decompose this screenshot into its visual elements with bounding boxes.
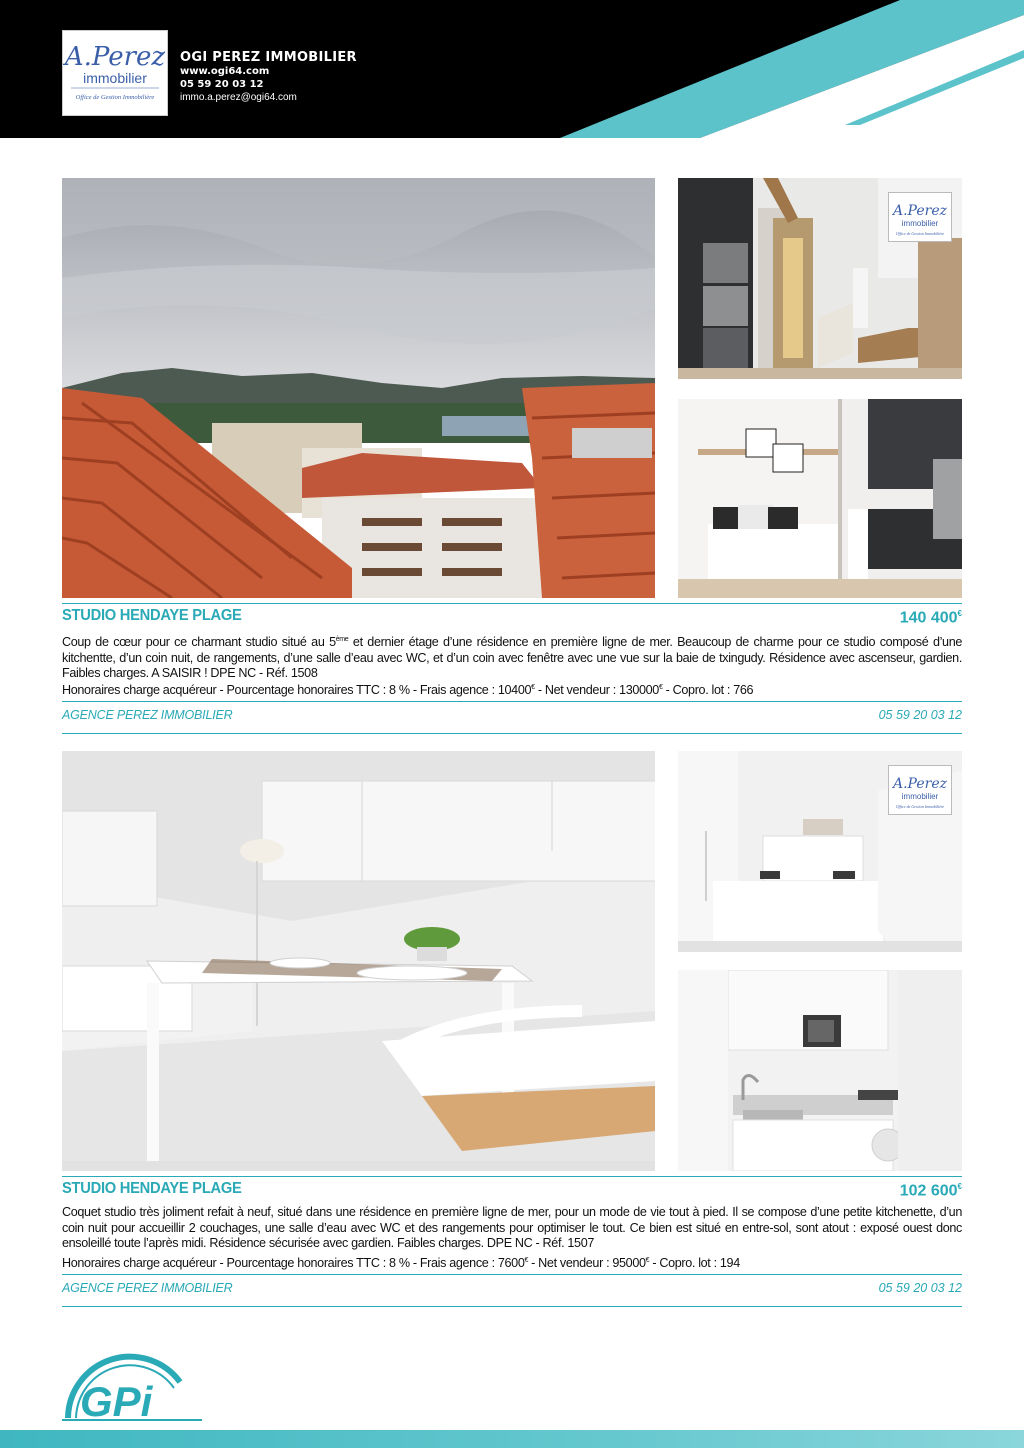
listing-2-top-rule [62, 1176, 962, 1177]
listing-1-phone[interactable]: 05 59 20 03 12 [878, 708, 962, 722]
listing-2-mid-rule [62, 1274, 962, 1275]
svg-text:Office de Gestion Immobilière: Office de Gestion Immobilière [895, 231, 945, 236]
svg-text:immobilier: immobilier [901, 792, 939, 801]
listing-2-bedroom-photo [678, 751, 962, 952]
listing-1-title: STUDIO HENDAYE PLAGE [62, 607, 242, 624]
svg-text:immobilier: immobilier [901, 219, 939, 228]
listing-2-bedroom-watermark [888, 765, 952, 815]
listing-2-bottom-rule [62, 1306, 962, 1307]
listing-2-price: 102 600€ [899, 1182, 962, 1200]
listing-2-phone[interactable]: 05 59 20 03 12 [878, 1281, 962, 1295]
agency-email[interactable]: immo.a.perez@ogi64.com [180, 92, 297, 103]
listing-1-kitchen-watermark [888, 192, 952, 242]
listing-1-fees: Honoraires charge acquéreur - Pourcentage honoraires TTC : 8 % - Frais agence : 10400€ - Net vendeur : 130000€ - Copro. lot : 766 [62, 683, 754, 698]
listing-2-main-photo [62, 751, 655, 1171]
listing-1-currency: € [957, 609, 962, 618]
svg-text:Office de Gestion Immobilière: Office de Gestion Immobilière [75, 94, 155, 101]
svg-text:immobilier: immobilier [83, 70, 147, 86]
page-header [0, 0, 1024, 138]
svg-text:A.Perez: A.Perez [64, 42, 166, 72]
gpi-logo [62, 1352, 202, 1427]
agency-logo [62, 30, 168, 116]
listing-1-top-rule [62, 603, 962, 604]
listing-2-description: Coquet studio très joliment refait à neuf, situé dans une résidence en première ligne de mer, pour un mode de vie tout à pied. Il se compose d’une petite kitchenette, d’un coin nuit pour accueillir 2 couchages, une salle d’eau avec WC et des rangements pour optimiser le tout. Ce bien est situé en entre-sol, sont atout : exposé ouest donc ensoleillé toute l’après midi. Résidence sécurisée avec gardien. Faibles charges. DPE NC - Réf. 1507 [62, 1205, 962, 1250]
listing-2-fees: Honoraires charge acquéreur - Pourcentage honoraires TTC : 8 % - Frais agence : 7600€ - Net vendeur : 95000€ - Copro. lot : 194 [62, 1256, 740, 1271]
listing-2-kitchen-photo [678, 970, 962, 1171]
listing-1-bedroom-photo [678, 399, 962, 598]
agency-phone[interactable]: 05 59 20 03 12 [180, 79, 264, 90]
footer-band [0, 1430, 1024, 1448]
listing-1-agency: AGENCE PEREZ IMMOBILIER [62, 708, 233, 722]
listing-1-bottom-rule [62, 733, 962, 734]
svg-text:GPi: GPi [80, 1378, 153, 1422]
agency-name: OGI PEREZ IMMOBILIER [180, 50, 357, 65]
listing-1-kitchen-photo [678, 178, 962, 379]
listing-1-price: 140 400€ [899, 609, 962, 627]
agency-website[interactable]: www.ogi64.com [180, 66, 270, 77]
listing-2-title: STUDIO HENDAYE PLAGE [62, 1180, 242, 1197]
listing-1-mid-rule [62, 701, 962, 702]
listing-1-main-photo [62, 178, 655, 598]
agency-contact-block [180, 50, 357, 104]
listing-1-description: Coup de cœur pour ce charmant studio situé au 5ème et dernier étage d’une résidence en première ligne de mer. Beaucoup de charme pour ce studio composé d’une kitchentte, d’un coin nuit, de rangements, d’une salle d’eau avec WC, et d’un coin avec fenêtre avec une vue sur la baie de txingudy. Résidence avec ascenseur, gardien. Faibles charges. A SAISIR ! DPE NC - Réf. 1508 [62, 635, 963, 681]
listing-2-currency: € [957, 1182, 962, 1191]
listing-2-agency: AGENCE PEREZ IMMOBILIER [62, 1281, 233, 1295]
svg-text:A.Perez: A.Perez [893, 203, 947, 219]
svg-text:Office de Gestion Immobilière: Office de Gestion Immobilière [895, 804, 945, 809]
svg-text:A.Perez: A.Perez [893, 776, 947, 792]
